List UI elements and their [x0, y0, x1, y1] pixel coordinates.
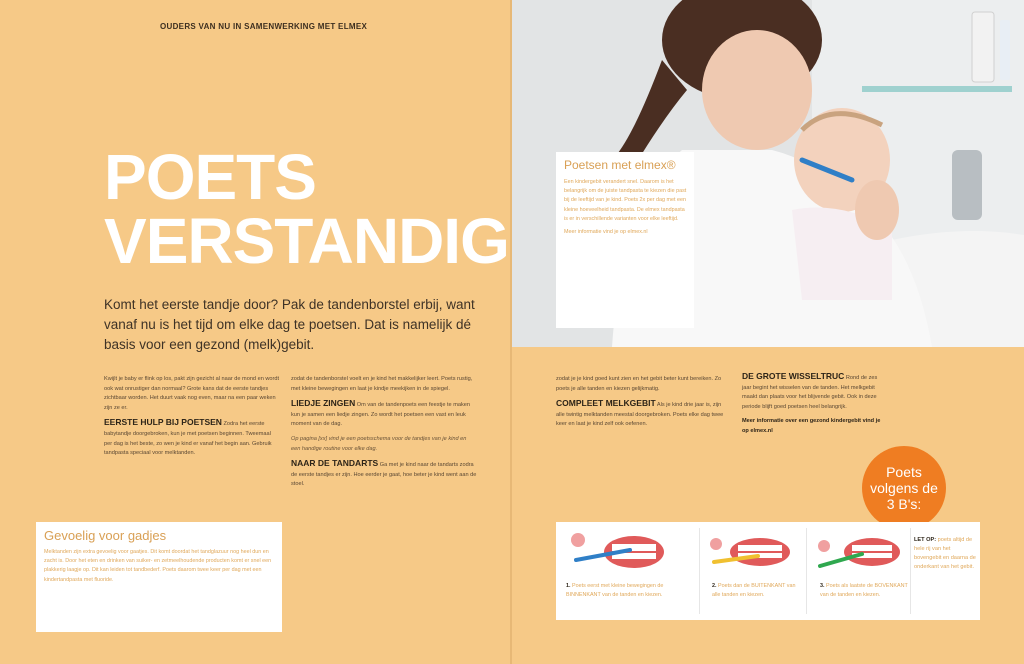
- left-column-2: [291, 375, 477, 495]
- col1-paragraph-1: Kwijlt je baby er flink op los, pakt zijn gezicht al naar de mond en wordt ook wat onrustiger dan normaal? Grote kans dat de eerste tandjes zichtbaar worden. Het duurt vaak nog even, maar na een paar weken zijn ze er.: [104, 376, 280, 411]
- col3-paragraph-2: Als je kind drie jaar is, zijn alle twintig melktanden meestal doorgebroken. Poets elke dag twee keer en laat je kind zelf ook oefenen.: [556, 402, 724, 428]
- col4-paragraph-1: Rond de zes jaar begint het wisselen van de tanden. Het melkgebit maakt dan plaats voor het blijvende gebit. Ook in deze periode blijft goed poetsen heel belangrijk.: [742, 375, 878, 410]
- three-b-badge: [862, 446, 946, 530]
- elmex-box-title: Poetsen met elmex®: [564, 158, 676, 172]
- col2-italic-note: Op pagina [xx] vind je een poetsschema voor de tandjes van je kind en een handige routine voor elke dag.: [291, 435, 467, 452]
- title-line-1: POETS: [104, 141, 316, 213]
- col3-paragraph-1: zodat je je kind goed kunt zien en het gebit beter kunt bereiken. Zo poets je alle tanden en kiezen gelijkmatig.: [556, 376, 722, 392]
- step-2-mouth-icon: [702, 522, 802, 580]
- elmex-box-body: Een kindergebit verandert snel. Daarom is het belangrijk om de juiste tandpasta te kiezen die past bij de leeftijd van je kind. Poets 2x per dag met een kleine hoeveelheid tandpasta. De elmex tandpasta is er in verschillende varianten voor elke leeftijd.: [564, 179, 687, 222]
- step-2-caption: [712, 582, 804, 599]
- gadjes-box-title: Gevoelig voor gadjes: [44, 528, 167, 543]
- elmex-box-text: [564, 178, 688, 237]
- intro-paragraph: Komt het eerste tandje door? Pak de tandenborstel erbij, want vanaf nu is het tijd om elke dag te poetsen. Dat is namelijk dé basis voor een gezond (melk)gebit.: [104, 297, 475, 352]
- step-1-caption: [566, 582, 684, 599]
- step-2: [702, 522, 802, 620]
- col1-heading: EERSTE HULP BIJ POETSEN: [104, 417, 222, 428]
- step-3: [810, 522, 910, 620]
- tip-note: [914, 536, 976, 572]
- right-column-1: [556, 375, 726, 435]
- col2-heading-2: NAAR DE TANDARTS: [291, 458, 379, 469]
- badge-line-3: 3 B's:: [886, 496, 922, 512]
- kicker: OUDERS VAN NU IN SAMENWERKING MET ELMEX: [160, 22, 368, 31]
- step-2-text: Poets dan de BUITENKANT van alle tanden en kiezen.: [712, 583, 796, 598]
- gadjes-sidebar-box: [36, 522, 282, 632]
- title-line-2: VERSTANDIG: [104, 205, 509, 277]
- step-2-number: 2.: [712, 583, 717, 589]
- step-3-mouth-icon: [810, 522, 910, 580]
- step-3-number: 3.: [820, 583, 825, 589]
- col2-heading-1: LIEDJE ZINGEN: [291, 398, 356, 409]
- step-1-mouth-icon: [556, 522, 696, 580]
- col2-paragraph-1: zodat de tandenborstel voelt en je kind het makkelijker leert. Poets rustig, met kleine bewegingen en laat je kindje meekijken in de spiegel.: [291, 376, 473, 392]
- gadjes-box-text: Melktanden zijn extra gevoelig voor gaatjes. Dit komt doordat het tandglazuur nog heel dun en zacht is. Door het eten en drinken van suiker- en zetmeelhoudende producten komt er snel een plakkerig laagje op. Dit kan leiden tot tandbederf. Poets daarom twee keer per dag met een kindertandpasta met fluoride.: [44, 549, 272, 583]
- step-3-caption: [820, 582, 912, 599]
- step-1: [556, 522, 696, 620]
- elmex-box-link[interactable]: Meer informatie vind je op elmex.nl: [564, 229, 648, 236]
- step-1-text: Poets eerst met kleine bewegingen de BINNENKANT van de tanden en kiezen.: [566, 583, 664, 598]
- col2-paragraph-3: Ga met je kind naar de tandarts zodra de eerste tandjes er zijn. Hoe eerder je gaat, hoe beter je kind went aan de stoel.: [291, 462, 477, 488]
- right-column-2: [742, 372, 882, 442]
- col3-heading: COMPLEET MELKGEBIT: [556, 398, 656, 409]
- tip-text: poets altijd de hele rij van het bovengebit en daarna de onderkant van het gebit.: [914, 537, 976, 570]
- badge-line-1: Poets: [886, 464, 922, 480]
- step-divider: [699, 528, 700, 614]
- step-divider: [910, 528, 911, 614]
- step-3-text: Poets als laatste de BOVENKANT van de tanden en kiezen.: [820, 583, 908, 598]
- elmex-info-box: [556, 152, 694, 328]
- page-title: [104, 141, 509, 277]
- tip-label: LET OP:: [914, 537, 937, 543]
- col4-more-info: Meer informatie over een gezond kindergebit vind je op elmex.nl: [742, 418, 881, 434]
- badge-line-2: volgens de: [870, 480, 938, 496]
- left-column-1: [104, 375, 280, 464]
- step-1-number: 1.: [566, 583, 571, 589]
- col4-heading: DE GROTE WISSELTRUC: [742, 371, 845, 381]
- step-divider: [806, 528, 807, 614]
- col1-paragraph-2: Zodra het eerste babytandje doorgebroken, kun je met poetsen beginnen. Tweemaal per dag is het beste, zo wen je kind er vanaf het begin aan. Gebruik tandpasta speciaal voor melktanden.: [104, 421, 272, 457]
- brushing-steps-strip: [556, 522, 980, 620]
- col2-paragraph-2: Om van de tandenpoets een feestje te maken kun je samen een liedje zingen. Zo wordt het poetsen een vast en leuk moment van de dag.: [291, 402, 470, 428]
